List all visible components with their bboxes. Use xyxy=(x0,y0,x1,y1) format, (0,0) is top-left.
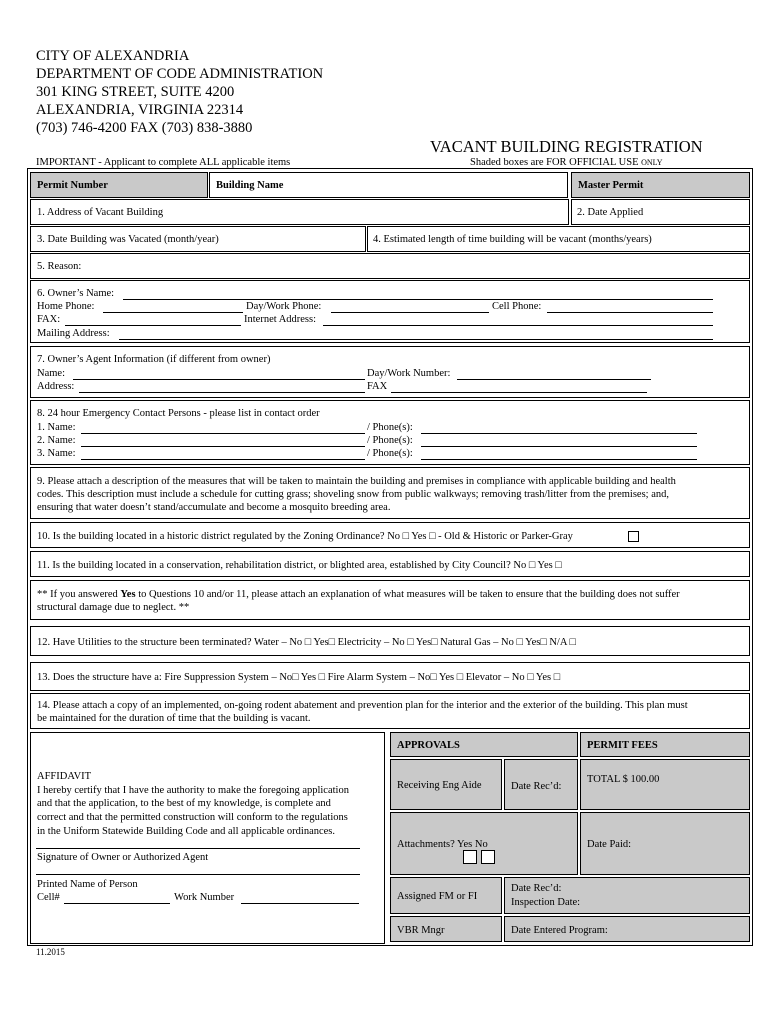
receiving-label: Receiving Eng Aide xyxy=(397,780,482,791)
q10-question: 10. Is the building located in a historic district regulated by the Zoning Ordinance? No □ Yes □ - Old & Historic or Parker-Gray xyxy=(37,531,573,542)
owner-name-input[interactable] xyxy=(123,299,713,300)
q12-question: 12. Have Utilities to the structure been terminated? Water – No □ Yes□ Electricity – No □ Yes□ Natural Gas – No □ Yes□ N/A □ xyxy=(37,637,576,648)
emergency-phone-3-input[interactable] xyxy=(421,459,697,460)
q14-line-1: 14. Please attach a copy of an implemented, on-going rodent abatement and prevention plan for the interior and the exterior of the building. This plan must xyxy=(37,700,688,711)
date-recd-label: Date Rec’d: xyxy=(511,781,562,792)
note-line-2: structural damage due to neglect. ** xyxy=(37,602,190,613)
parker-gray-checkbox[interactable] xyxy=(628,531,639,542)
affidavit-line-2: and that the application, to the best of my knowledge, is complete and xyxy=(37,798,331,809)
emergency-phone-1-input[interactable] xyxy=(421,433,697,434)
approvals-label: APPROVALS xyxy=(397,740,460,751)
emergency-title: 8. 24 hour Emergency Contact Persons - please list in contact order xyxy=(37,408,320,419)
printed-name-input[interactable] xyxy=(36,874,360,875)
printed-name-label: Printed Name of Person xyxy=(37,879,138,890)
attachments-no-checkbox[interactable] xyxy=(481,850,495,864)
q9-line-3: ensuring that water doesn’t stand/accumulate and become a mosquito breeding area. xyxy=(37,502,391,513)
reason-label: 5. Reason: xyxy=(37,261,82,272)
emergency-name-3-label: 3. Name: xyxy=(37,448,76,459)
total-box xyxy=(580,759,750,810)
date-entered-label: Date Entered Program: xyxy=(511,925,608,936)
agent-section xyxy=(30,346,750,398)
owner-name-label: 6. Owner’s Name: xyxy=(37,288,115,299)
assigned-label: Assigned FM or FI xyxy=(397,891,478,902)
date-entered-box xyxy=(504,916,750,942)
date-vacated-label: 3. Date Building was Vacated (month/year) xyxy=(37,234,219,245)
day-phone-label: Day/Work Phone: xyxy=(246,301,322,312)
note-line-1: ** If you answered Yes to Questions 10 and/or 11, please attach an explanation of what measures will be taken to ensure that the building does not suffer xyxy=(37,589,680,600)
q9-section xyxy=(30,467,750,519)
master-permit-label: Master Permit xyxy=(578,180,644,191)
department-name: DEPARTMENT OF CODE ADMINISTRATION xyxy=(36,66,324,82)
agent-fax-label: FAX xyxy=(367,381,388,392)
date-applied-label: 2. Date Applied xyxy=(577,207,644,218)
receiving-box xyxy=(390,759,502,810)
agent-day-label: Day/Work Number: xyxy=(367,368,451,379)
cell-phone-input[interactable] xyxy=(547,312,713,313)
important-note: IMPORTANT - Applicant to complete ALL applicable items xyxy=(36,157,291,168)
cell-label: Cell# xyxy=(37,892,60,903)
address-field[interactable] xyxy=(30,199,569,225)
reason-field[interactable] xyxy=(30,253,750,279)
affidavit-title: AFFIDAVIT xyxy=(37,771,92,782)
affidavit-cell-input[interactable] xyxy=(64,903,170,904)
agent-title: 7. Owner’s Agent Information (if different from owner) xyxy=(37,354,271,365)
emergency-name-2-input[interactable] xyxy=(81,446,365,447)
work-number-label: Work Number xyxy=(174,892,235,903)
city-state: ALEXANDRIA, VIRGINIA 22314 xyxy=(36,102,244,118)
emergency-name-2-label: 2. Name: xyxy=(37,435,76,446)
attachments-yes-checkbox[interactable] xyxy=(463,850,477,864)
city-name: CITY OF ALEXANDRIA xyxy=(36,48,190,64)
agent-address-label: Address: xyxy=(37,381,75,392)
q14-line-2: be maintained for the duration of time that the building is vacant. xyxy=(37,713,311,724)
emergency-name-3-input[interactable] xyxy=(81,459,365,460)
mailing-address-label: Mailing Address: xyxy=(37,328,110,339)
phone-fax: (703) 746-4200 FAX (703) 838-3880 xyxy=(36,120,253,136)
street-address: 301 KING STREET, SUITE 4200 xyxy=(36,84,235,100)
attachments-box xyxy=(390,812,578,875)
affidavit-line-3: correct and that the permitted construction will conform to the regulations xyxy=(37,812,348,823)
internet-address-input[interactable] xyxy=(323,325,713,326)
date-paid-label: Date Paid: xyxy=(587,839,632,850)
fax-label: FAX: xyxy=(37,314,61,325)
emergency-phone-3-label: / Phone(s): xyxy=(367,448,413,459)
emergency-phone-2-label: / Phone(s): xyxy=(367,435,413,446)
date-vacated-field[interactable] xyxy=(30,226,366,252)
home-phone-label: Home Phone: xyxy=(37,301,95,312)
permit-fees-header xyxy=(580,732,750,757)
affidavit-section xyxy=(30,732,385,944)
vbr-box xyxy=(390,916,502,942)
agent-name-label: Name: xyxy=(37,368,65,379)
q13-question: 13. Does the structure have a: Fire Suppression System – No□ Yes □ Fire Alarm System – No□ Yes □ Elevator – No □ Yes □ xyxy=(37,672,561,683)
q13-section xyxy=(30,662,750,691)
address-label: 1. Address of Vacant Building xyxy=(37,207,164,218)
emergency-name-1-input[interactable] xyxy=(81,433,365,434)
emergency-phone-1-label: / Phone(s): xyxy=(367,422,413,433)
affidavit-line-4: in the Uniform Statewide Building Code and all applicable ordinances. xyxy=(37,826,336,837)
agent-name-input[interactable] xyxy=(73,379,365,380)
q14-section xyxy=(30,693,750,729)
form-version: 11.2015 xyxy=(36,947,65,957)
home-phone-input[interactable] xyxy=(103,312,243,313)
approvals-header xyxy=(390,732,578,757)
fax-input[interactable] xyxy=(65,325,241,326)
agent-fax-input[interactable] xyxy=(391,392,647,393)
inspection-box xyxy=(504,877,750,914)
day-phone-input[interactable] xyxy=(331,312,489,313)
q10-section xyxy=(30,522,750,548)
signature-label: Signature of Owner or Authorized Agent xyxy=(37,852,209,863)
permit-fees-label: PERMIT FEES xyxy=(587,740,658,751)
q11-question: 11. Is the building located in a conservation, rehabilitation district, or blighted area, established by City Council? No □ Yes □ xyxy=(37,560,562,571)
permit-number-label: Permit Number xyxy=(37,180,108,191)
agent-day-input[interactable] xyxy=(457,379,651,380)
internet-address-label: Internet Address: xyxy=(244,314,317,325)
attachments-label: Attachments? Yes No xyxy=(397,839,488,850)
building-name-label: Building Name xyxy=(216,180,284,191)
affidavit-work-input[interactable] xyxy=(241,903,359,904)
q9-line-1: 9. Please attach a description of the measures that will be taken to maintain the building and premises in compliance with applicable building and health xyxy=(37,476,676,487)
date-recd-2-label: Date Rec’d: xyxy=(511,883,562,894)
estimated-vacancy-label: 4. Estimated length of time building will be vacant (months/years) xyxy=(373,234,652,245)
cell-phone-label: Cell Phone: xyxy=(492,301,542,312)
inspection-label: Inspection Date: xyxy=(511,897,581,908)
affidavit-line-1: I hereby certify that I have the authority to make the foregoing application xyxy=(37,785,349,796)
emergency-section xyxy=(30,400,750,465)
q12-section xyxy=(30,626,750,656)
vbr-label: VBR Mngr xyxy=(397,925,445,936)
owner-section xyxy=(30,280,750,343)
assigned-box xyxy=(390,877,502,914)
master-permit-box xyxy=(571,172,750,198)
official-use-note: Shaded boxes are FOR OFFICIAL USE ONLY xyxy=(470,157,663,168)
q11-section xyxy=(30,551,750,577)
q9-line-2: codes. This description must include a schedule for cutting grass; shoveling snow from public walkways; removing trash/litter from the premises; and, xyxy=(37,489,670,500)
signature-input[interactable] xyxy=(36,848,360,849)
total-label: TOTAL $ 100.00 xyxy=(587,774,660,785)
date-applied-field[interactable] xyxy=(571,199,750,225)
emergency-phone-2-input[interactable] xyxy=(421,446,697,447)
emergency-name-1-label: 1. Name: xyxy=(37,422,76,433)
date-paid-box xyxy=(580,812,750,875)
building-name-field[interactable] xyxy=(209,172,568,198)
estimated-vacancy-field[interactable] xyxy=(367,226,750,252)
form-title: VACANT BUILDING REGISTRATION xyxy=(430,137,703,156)
note-section xyxy=(30,580,750,620)
mailing-address-input[interactable] xyxy=(119,339,713,340)
agent-address-input[interactable] xyxy=(79,392,365,393)
permit-number-box xyxy=(30,172,208,198)
date-recd-box xyxy=(504,759,578,810)
